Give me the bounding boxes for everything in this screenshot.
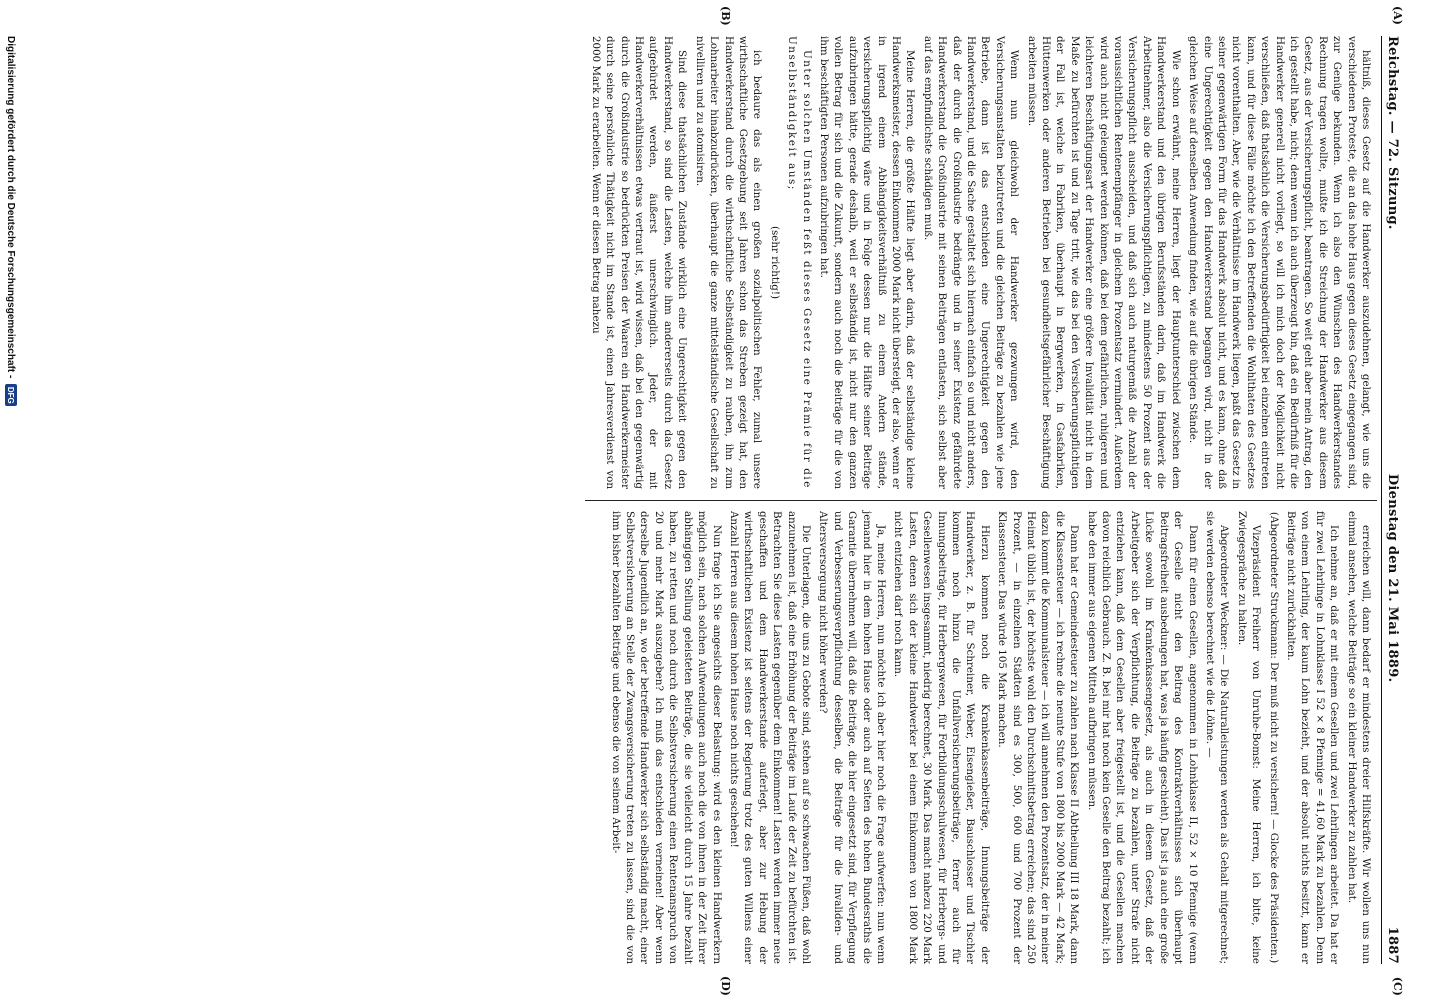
paragraph: Meine Herren, die größte Hälfte liegt aber darin, daß der selbständige kleine Handwerksmeister, dessen Einkommen 2000 Mark nicht übersteigt, der also, wenn er in irgend einem Abhängigkeitsverhältniß zu einem Andern stände, versicherungspflichtig wäre und in Folge dessen nur die Hälfte seiner Beiträge aufzubringen hätte, gerade deshalb, weil er selbständig ist, nicht nur den ganzen vollen Betrag für sich und die Zukunft, sondern auch noch die Beiträge für die von ihm beschäftigten Personen aufzubringen hat. [817,36,917,489]
paragraph: Ich nehme an, daß er mit einem Gesellen und zwei Lehrlingen arbeitet. Da hat er für zwei Lehrlinge in Lohnklasse I 52 × 8 Pfennige = 41,60 Mark zu bezahlen. Denn von einem Lehrling, der kaum Lohn bezieht, und der absolut nichts besitzt, kann er Beiträge nicht zurückhalten. [1284,511,1341,964]
paragraph: Unter solchen Umständen feßt dieses Gesetz eine Prämie für die Unselbständigkeit aus; [786,36,813,489]
page-number: 1887 [1385,926,1401,964]
paragraph: Sind diese thatsächlichen Zustände wirklich eine Ungerechtigkeit gegen den Handwerkerstand, so sind die Lasten, welche ihm andererseits durch das Gesetz aufgebürdet werden, äußerst unerschwinglich. Jeder, der mit Handwerkerverhältnissen etwas vertraut ist, wird wissen, daß bei den gegenwärtig durch die Großindustrie so bedrückten Preisen der Waaren ein Handwerkermeister durch seine persönliche Thätigkeit nicht im Stande ist, einen Jahresverdienst von 2000 Mark zu erarbeiten. Wenn er diesen Betrag nahezu [589,36,689,489]
margin-marker-b: (B) [719,6,732,26]
right-column [585,511,1373,964]
paragraph: Wie schon erwähnt, meine Herren, liegt der Hauptunterschied zwischen dem Handwerkerstand und den übrigen Berufsständen darin, daß im Handwerk die Arbeitnehmer, also die Versicherungspflichtigen, zu mindestens 50 Prozent aus der Versicherungspflicht ausscheiden, und daß sich auch naturgemäß die Anzahl der voraussichtlichen Rentenempfänger in gleichem Prozentsatz vermindert. Außerdem wird auch nicht geleugnet werden können, daß bei dem gefährlichen, ruhigeren und leichteren Beschäftigungsart der Handwerker eine größere Invalidität nicht in dem Maße zu befürchten ist und zu Tage tritt, wie das bei den Versicherungspflichtigen der Fall ist, welche in Fabriken, überhaupt in Bergwerken, in Gasfabriken, Hüttenwerken oder anderen Betrieben bei gesundheitsgefährlicher Beschäftigung arbeiten müssen. [1025,36,1182,489]
paragraph: Hierzu kommen noch die Krankenkassenbeiträge, Innungsbeiträge der Handwerker, z. B. für Schreiner, Weber, Eisengießer, Bauschlosser und Tischler kommen noch hinzu die Unfallversicherungsbeiträge, ferner auch für Innungsbeiträge, für Herbergswesen, für Fortbildungsschulwesen, für Herbergs- und Gesellenwesen insgesammt, niedrig berechnet, 30 Mark. Das macht nahezu 220 Mark Lasten, denen sich der kleine Handwerker bei einem Einkommen von 1800 Mark nicht entziehen darf noch kann. [892,511,991,964]
paragraph: Ja, meine Herren, nun möchte ich aber hier noch die Frage aufwerfen: nun wenn jemand hier in dem hohen Hause oder auch auf Seiten des hohen Bundesraths die Garantie übernehmen will, daß die Beiträge, die hier eingesetzt sind, für Verpflegung und Verbesserungsverpflichtung desselben, die Beiträge für die Invaliden- und Altersversorgung nicht höher werden? [817,511,887,964]
margin-marker-a: (A) [1391,6,1404,25]
interjection: (sehr richtig!) [768,225,781,299]
speaker-paragraph: Abgeordneter Weckner: — Die Naturalleistungen werden als Gehalt mitgerechnet; sie werden ebenso berechnet wie die Löhne. — [1203,511,1231,964]
paragraph: hältniß, dieses Gesetz auf die Handwerker auszudehnen, gelangt, wie uns die verschiedenen Proteste, die an das hohe Haus gegen dieses Gesetz eingegangen sind, zur Genüge bekunden. Wenn ich also den Wünschen des Handwerkerstandes Rechnung tragen wollte, mußte ich die Streichung der Handwerker aus diesem Gesetz, aus der Versicherungspflicht, beantragen. So weit geht aber mein Antrag, den ich gestellt habe, nicht; denn wenn ich auch überzeugt bin, daß ein Bedürfniß für die Handwerker generell nicht vorliegt, so will ich mich doch der Möglichkeit nicht verschließen, daß thatsächlich die Versicherungsbedürftigkeit bei einzelnen eintreten kann, und für diese Fälle möchte ich den Betreffenden die Wohlthaten des Gesetzes nicht vorenthalten. Aber, wie die Verhältnisse im Handwerk liegen, paßt das Gesetz in seiner gegenwärtigen Form für das Handwerk absolut nicht, und es kann, ohne daß eine Ungerechtigkeit gegen den Handwerkerstand begangen wird, nicht in der gleichen Weise auf denselben Anwendung finden, wie auf die übrigen Stände. [1187,36,1372,489]
paragraph: Die Unterlagen, die uns zu Gebote sind, stehen auf so schwachen Füßen, daß wohl anzunehmen ist, daß eine Erhöhung der Beiträge im Laufe der Zeit zu befürchten ist. Betrachten Sie diese Lasten gegenüber dem Einkommen! Lasten werden immer neue geschaffen und dem Handwerkerstande auferlegt, aber zur Hebung der wirthschaftlichen Existenz ist seitens der Regierung trotz des guten Willens einer Anzahl Herren aus diesem hohen Hause noch nichts geschehen! [727,511,812,964]
paragraph: Dann hat er Gemeindesteuer zu zahlen nach Klasse II Abtheilung III 18 Mark, dann die Klassensteuer — ich rechne die neunte Stufe von 1800 bis 2000 Mark — 42 Mark; dazu kommt die Kommunalsteuer — ich will annehmen den Prozentsatz, der in meiner Heimat üblich ist, der höchste wohl den Durchschnittsbetrag erreichen; das sind 250 Prozent, — in einzelnen Städten sind es 300, 500, 600 und 700 Prozent der Klassensteuer. Das würde 105 Mark machen. [996,511,1081,964]
header-left: Reichstag. — 72. Sitzung. [1385,36,1401,230]
paragraph: Wenn nun gleichwohl der Handwerker gezwungen wird, den Versicherungsanstalten beizutreten und die gleichen Beiträge zu bezahlen wie jene Betriebe, dann ist das entschieden eine Ungerechtigkeit gegen den Handwerkerstand, und die Sache gestaltet sich hiernach einfach so und nicht anders, daß der durch die Großindustrie bedrängte und in seiner Existenz gefährdete Handwerkerstand die Großindustrie mit seinen Beiträgen entlasten, sich selbst aber auf das empfindlichste schädigen muß. [921,36,1021,489]
column-divider [585,500,1377,501]
footer-text: Digitalisierung gefördert durch die Deutsche Forschungsgemeinschaft - [5,36,17,379]
interjection: (Abgeordneter Struckmann: Der muß nicht zu versichern! — Glocke des Präsidenten.) [1267,511,1280,964]
paragraph: erreichen will, dann bedarf er mindestens dreier Hilfskräfte. Wir wollen uns nun einmal ansehen, welche Beiträge so ein kleiner Handwerker zu zahlen hat. [1345,511,1372,964]
margin-marker-d: (D) [719,976,732,996]
speaker-paragraph: Vizepräsident Freiherr von Unruhe-Bomst: Meine Herren, ich bitte, keine Zwiegespräche zu halten. [1235,511,1263,964]
text-columns [585,36,1373,964]
paragraph: ich bedaure das als einen großen sozialpolitischen Fehler, zumal unsere wirthschaftliche Gesetzgebung seit Jahren schon das Streben gezeigt hat, den Handwerkerstand durch die wirthschaftliche Selbständigkeit zu rauben, ihn zum Lohnarbeiter hinabzudrücken, überhaupt die ganze mittelständische Gesellschaft zu nivelliren und zu atomisiren. [693,36,764,489]
margin-marker-c: (C) [1391,976,1404,996]
digitization-footer [2,36,20,964]
dfg-logo-icon: DFG [5,384,17,406]
left-column [585,36,1373,489]
paragraph: Dann für einen Gesellen, angenommen in Lohnklasse II, 52 × 10 Pfennige (wenn der Geselle nicht den Beitrag des Kontraktverhältnisses sich überhaupt Beitragsfreiheit ausbedungen hat, was ja häufig geschieht). Das ist ja auch eine große Lücke sowohl im Krankenkassengesetz, als auch in diesem Gesetz, daß der Arbeitgeber sich der Verpflichtung, die Beiträge zu bezahlen, unter Strafe nicht entziehen kann, daß dem Gesellen aber freigestellt ist, und die Gesellen machen davon reichlich Gebrauch. Z. B. bei mir hat noch kein Geselle den Beitrag bezahlt; ich habe den immer aus eigenen Mitteln aufbringen müssen. [1085,511,1199,964]
paragraph: Nun frage ich Sie angesichts dieser Belastung: wird es den kleinen Handwerkern möglich sein, nach solchen Aufwendungen auch noch die von ihnen in der Zeit ihrer abhängigen Stellung geleisteten Beiträge, die sie vielleicht durch 15 Jahre bezahlt haben, zu retten und noch durch die Selbstversicherung einen Rentenanspruch von 20 und mehr Mark auszugeben? Ich muß das entschieden verneinen! Aber wenn derselbe Jugendlich an, wo der betreffende Handwerker sich selbständig macht, einer Selbstversicherung an Stelle der Zwangsversicherung treten zu lassen, sind die von ihm bisher bezahlten Beiträge und ebenso die von seinem Arbeit- [609,511,723,964]
page-header [1381,36,1404,964]
header-date: Dienstag den 21. Mai 1889. [1385,473,1401,683]
